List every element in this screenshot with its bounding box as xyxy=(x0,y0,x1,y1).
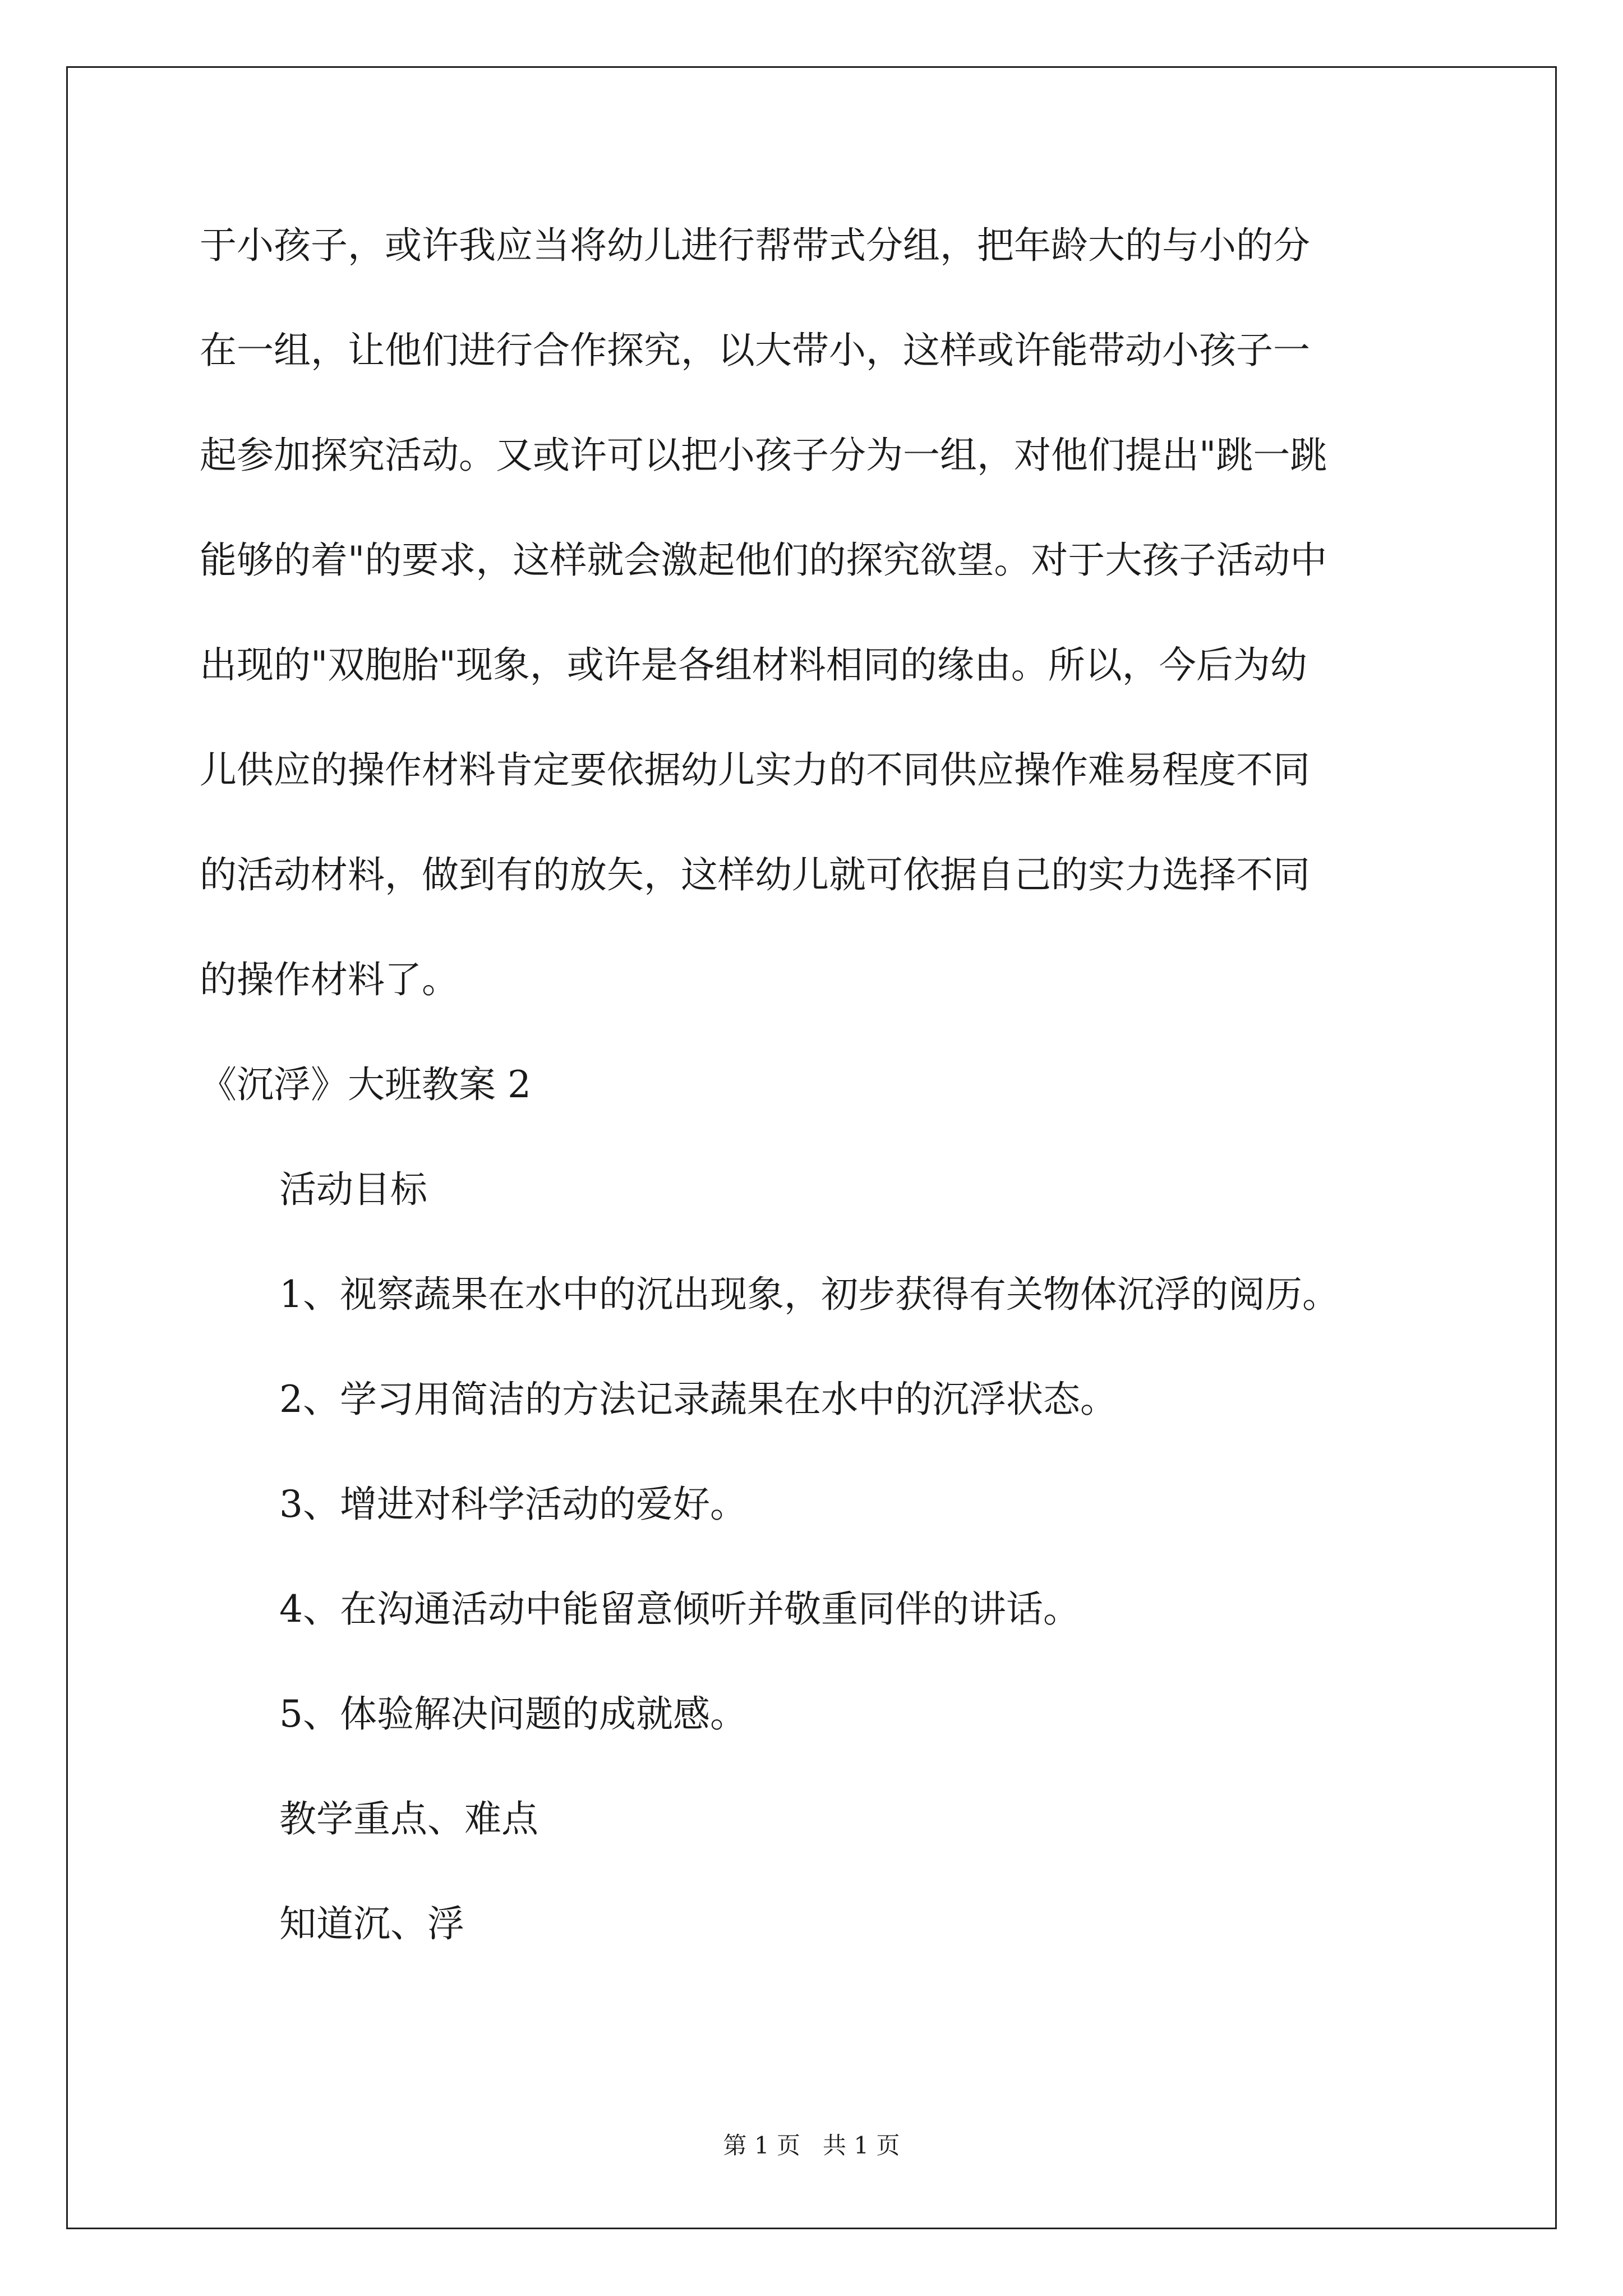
paragraph-line: 于小孩子，或许我应当将幼儿进行帮带式分组，把年龄大的与小的分 xyxy=(200,224,1310,267)
paragraph-line: 在一组，让他们进行合作探究，以大带小，这样或许能带动小孩子一 xyxy=(200,329,1310,372)
paragraph-line: 出现的"双胞胎"现象，或许是各组材料相同的缘由。所以，今后为幼 xyxy=(200,643,1307,687)
page-number: 第 1 页 xyxy=(723,2132,800,2159)
objective-item: 5、体验解决问题的成就感。 xyxy=(279,1692,747,1736)
paragraph-line: 起参加探究活动。又或许可以把小孩子分为一组，对他们提出"跳一跳 xyxy=(200,434,1327,477)
objective-item: 3、增进对科学活动的爱好。 xyxy=(279,1483,747,1526)
page-footer xyxy=(0,2129,1623,2162)
objective-item: 2、学习用简洁的方法记录蔬果在水中的沉浮状态。 xyxy=(279,1378,1117,1421)
document-body xyxy=(200,218,1456,2001)
paragraph-line: 的操作材料了。 xyxy=(200,958,459,1001)
page-total: 共 1 页 xyxy=(823,2132,900,2159)
subheading-key-points: 教学重点、难点 xyxy=(279,1797,538,1841)
section-heading: 《沉浮》大班教案 2 xyxy=(200,1063,531,1106)
paragraph-line: 儿供应的操作材料肯定要依据幼儿实力的不同供应操作难易程度不同 xyxy=(200,748,1310,792)
objective-item: 4、在沟通活动中能留意倾听并敬重同伴的讲话。 xyxy=(279,1588,1080,1631)
objective-item: 1、视察蔬果在水中的沉出现象，初步获得有关物体沉浮的阅历。 xyxy=(279,1273,1339,1316)
paragraph-line: 的活动材料，做到有的放矢，这样幼儿就可依据自己的实力选择不同 xyxy=(200,853,1310,896)
subheading-objectives: 活动目标 xyxy=(279,1168,427,1211)
paragraph-line: 能够的着"的要求，这样就会激起他们的探究欲望。对于大孩子活动中 xyxy=(200,539,1327,582)
paragraph-line: 知道沉、浮 xyxy=(279,1902,464,1945)
